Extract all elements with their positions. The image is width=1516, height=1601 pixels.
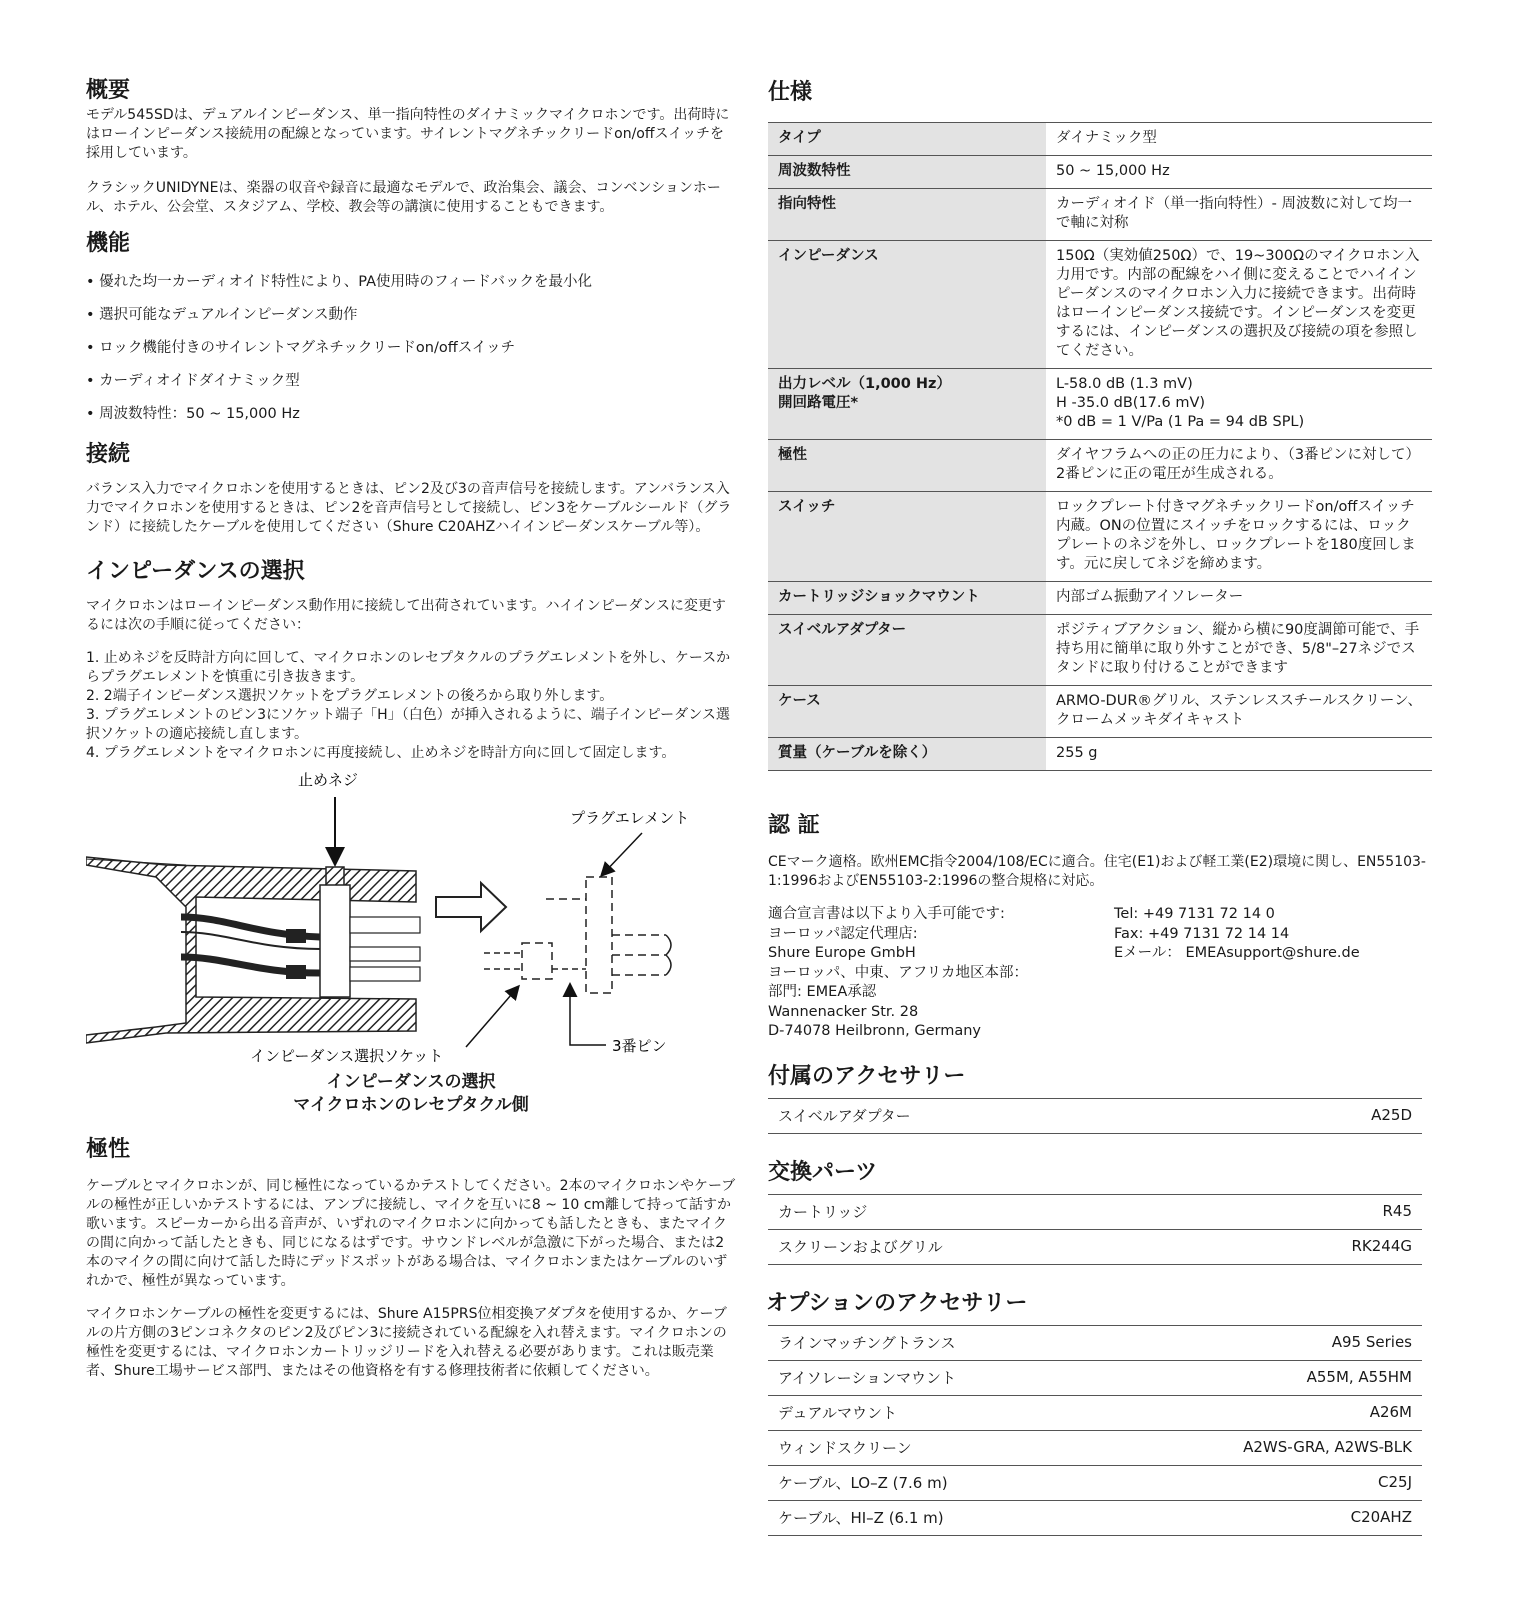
spec-value: 内部ゴム振動アイソレーター bbox=[1046, 582, 1432, 615]
impedance-step: 4. プラグエレメントをマイクロホンに再度接続し、止めネジを時計方向に回して固定します。 bbox=[86, 745, 676, 761]
feature-item: • 周波数特性：50 ~ 15,000 Hz bbox=[86, 406, 300, 422]
overview-paragraph-1: モデル545SDは、デュアルインピーダンス、単一指向特性のダイナミックマイクロホンです。出荷時にはローインピーダンス接続用の配線となっています。サイレントマグネチックリードon/offスイッチを採用しています。 bbox=[86, 107, 730, 161]
overview-heading: 概要 bbox=[86, 78, 131, 103]
part-row bbox=[768, 1194, 1422, 1229]
contact-line: ヨーロッパ認定代理店: bbox=[768, 925, 918, 942]
connection-heading: 接続 bbox=[86, 442, 131, 467]
spec-value: ポジティブアクション、縦から横に90度調節可能で、手持ち用に簡単に取り外すことができ、5/8"–27ネジでスタンドに取り付けることができます bbox=[1046, 615, 1432, 686]
label-set-screw: 止めネジ bbox=[298, 771, 359, 789]
spec-key: 周波数特性 bbox=[768, 156, 1046, 189]
plug-element-arrow bbox=[602, 833, 642, 875]
impedance-step: 2. 2端子インピーダンス選択ソケットをプラグエレメントの後ろから取り外します。 bbox=[86, 688, 614, 704]
part-row bbox=[768, 1465, 1422, 1500]
spec-value: ARMO-DUR®グリル、ステンレススチールスクリーン、クロームメッキダイキャスト bbox=[1046, 686, 1432, 738]
part-row bbox=[768, 1098, 1422, 1133]
contact-phone-email bbox=[1114, 905, 1360, 1042]
part-number: A25D bbox=[1235, 1098, 1422, 1133]
contact-tel: Tel: +49 7131 72 14 0 bbox=[1114, 906, 1275, 922]
polarity-paragraph-1: ケーブルとマイクロホンが、同じ極性になっているかテストしてください。2本のマイクロホンやケーブルの極性が正しいかテストするには、アンプに接続し、マイクを互いに8 ~ 10 cm離して持って話すか歌います。スピーカーから出る音声が、いずれのマイクロホンに向かっても話したときも、またマイクの間に向かって話したときも、同じになるはずです。サウンドレベルが急激に下がった場合、または2本のマイクの間に向けて話した時にデッドスポットがある場合は、マイクロホンまたはケーブルのいずれかで、極性が異なっています。 bbox=[86, 1178, 736, 1289]
part-number: A55M, A55HM bbox=[1103, 1360, 1422, 1395]
impedance-socket-arrow bbox=[466, 987, 518, 1047]
included-accessories-table bbox=[768, 1098, 1422, 1134]
contact-line: Wannenacker Str. 28 bbox=[768, 1003, 919, 1020]
certification-contact bbox=[768, 905, 1432, 1042]
spec-key: インピーダンス bbox=[768, 241, 1046, 369]
plug-element-shape bbox=[586, 877, 612, 993]
contact-address bbox=[768, 905, 1114, 1042]
polarity-paragraph-2: マイクロホンケーブルの極性を変更するには、Shure A15PRS位相変換アダプタを使用するか、ケーブルの片方側の3ピンコネクタのピン2及びピン3に接続されている配線を入れ替えます。マイクロホンの極性を変更するには、マイクロホンカートリッジリードを入れ替える必要があります。これは販売業者、Shure工場サービス部門、またはその他資格を有する修理技術者に依頼してください。 bbox=[86, 1306, 727, 1379]
feature-item: • ロック機能付きのサイレントマグネチックリードon/offスイッチ bbox=[86, 340, 516, 356]
part-row bbox=[768, 1500, 1422, 1535]
direction-arrow bbox=[436, 883, 506, 931]
spec-value: 50 ~ 15,000 Hz bbox=[1046, 156, 1432, 189]
overview-paragraph-2: クラシックUNIDYNEは、楽器の収音や録音に最適なモデルで、政治集会、議会、コンベンションホール、ホテル、公会堂、スタジアム、学校、教会等の講演に使用することもできます。 bbox=[86, 180, 721, 215]
part-number: C25J bbox=[1103, 1465, 1422, 1500]
spec-key: 指向特性 bbox=[768, 189, 1046, 241]
part-name: カートリッジ bbox=[768, 1194, 1223, 1229]
part-name: ラインマッチングトランス bbox=[768, 1325, 1103, 1360]
optional-accessories-table bbox=[768, 1325, 1422, 1536]
part-row bbox=[768, 1430, 1422, 1465]
label-impedance-socket: インピーダンス選択ソケット bbox=[250, 1047, 444, 1065]
connection-paragraph: バランス入力でマイクロホンを使用するときは、ピン2及び3の音声信号を接続します。アンバランス入力でマイクロホンを使用するときは、ピン2を音声信号として接続し、ピン3をケーブルシールド（グランド）に接続したケーブルを使用してください（Shure C20AHZハイインピーダンスケーブル等）。 bbox=[86, 481, 732, 535]
diagram-caption bbox=[86, 1071, 736, 1117]
polarity-heading: 極性 bbox=[86, 1137, 131, 1162]
impedance-step: 1. 止めネジを反時計方向に回して、マイクロホンのレセプタクルのプラグエレメントを外し、ケースからプラグエレメントを慎重に引き抜きます。 bbox=[86, 650, 731, 685]
part-row bbox=[768, 1395, 1422, 1430]
spec-key: スイッチ bbox=[768, 492, 1046, 582]
spec-row bbox=[768, 241, 1432, 369]
label-plug-element: プラグエレメント bbox=[570, 809, 690, 827]
spec-key-2: 開回路電圧* bbox=[778, 395, 859, 411]
part-row bbox=[768, 1325, 1422, 1360]
part-number: RK244G bbox=[1223, 1229, 1422, 1264]
label-pin-3: 3番ピン bbox=[612, 1037, 667, 1055]
contact-email: Eメール： EMEAsupport@shure.de bbox=[1114, 945, 1360, 961]
diagram-caption-line-2: マイクロホンのレセプタクル側 bbox=[293, 1095, 529, 1115]
spec-row bbox=[768, 369, 1432, 440]
contact-line: ヨーロッパ、中東、アフリカ地区本部： bbox=[768, 964, 1028, 981]
spec-row bbox=[768, 582, 1432, 615]
spec-value: ダイナミック型 bbox=[1046, 123, 1432, 156]
part-number: A2WS-GRA, A2WS-BLK bbox=[1103, 1430, 1422, 1465]
spec-row bbox=[768, 492, 1432, 582]
spec-key: タイプ bbox=[768, 123, 1046, 156]
part-name: ケーブル、HI–Z (6.1 m) bbox=[768, 1500, 1103, 1535]
impedance-steps bbox=[86, 649, 736, 763]
part-name: ウィンドスクリーン bbox=[768, 1430, 1103, 1465]
spec-row bbox=[768, 123, 1432, 156]
feature-item: • カーディオイドダイナミック型 bbox=[86, 373, 300, 389]
spec-key: カートリッジショックマウント bbox=[768, 582, 1046, 615]
part-name: ケーブル、LO–Z (7.6 m) bbox=[768, 1465, 1103, 1500]
part-number: C20AHZ bbox=[1103, 1500, 1422, 1535]
part-name: アイソレーションマウント bbox=[768, 1360, 1103, 1395]
part-name: スイベルアダプター bbox=[768, 1098, 1235, 1133]
plug-in-receptacle-shape bbox=[320, 885, 350, 997]
included-accessories-heading: 付属のアクセサリー bbox=[768, 1063, 966, 1089]
spec-value-3: *0 dB = 1 V/Pa (1 Pa = 94 dB SPL) bbox=[1056, 414, 1305, 430]
right-column bbox=[768, 78, 1432, 1536]
spec-row bbox=[768, 686, 1432, 738]
part-row bbox=[768, 1229, 1422, 1264]
part-name: デュアルマウント bbox=[768, 1395, 1103, 1430]
contact-line: Shure Europe GmbH bbox=[768, 945, 916, 961]
contact-fax: Fax: +49 7131 72 14 14 bbox=[1114, 925, 1290, 942]
specs-table bbox=[768, 122, 1432, 771]
spec-value: ダイヤフラムへの正の圧力により、（3番ピンに対して）2番ピンに正の電圧が生成される。 bbox=[1046, 440, 1432, 492]
impedance-step: 3. プラグエレメントのピン3にソケット端子「H」（白色）が挿入されるように、端子インピーダンス選択ソケットの適応接続し直します。 bbox=[86, 707, 730, 742]
optional-accessories-heading: オプションのアクセサリー bbox=[766, 1290, 1028, 1316]
specs-heading: 仕様 bbox=[768, 80, 813, 105]
part-name: スクリーンおよびグリル bbox=[768, 1229, 1223, 1264]
left-column bbox=[86, 78, 736, 1395]
part-number: A95 Series bbox=[1103, 1325, 1422, 1360]
spec-value: 255 g bbox=[1046, 738, 1432, 771]
impedance-paragraph: マイクロホンはローインピーダンス動作用に接続して出荷されています。ハイインピーダンスに変更するには次の手順に従ってください： bbox=[86, 598, 726, 633]
part-number: R45 bbox=[1223, 1194, 1422, 1229]
diagram-caption-line-1: インピーダンスの選択 bbox=[326, 1072, 496, 1092]
contact-line: 適合宣言書は以下より入手可能です: bbox=[768, 906, 1005, 922]
spec-row bbox=[768, 615, 1432, 686]
spec-key: 出力レベル（1,000 Hz） bbox=[778, 376, 951, 392]
spec-row bbox=[768, 156, 1432, 189]
contact-line: 部門: EMEA承認 bbox=[768, 984, 877, 1000]
spec-row bbox=[768, 738, 1432, 771]
spec-value: L-58.0 dB (1.3 mV) bbox=[1056, 376, 1193, 392]
spec-key: スイベルアダプター bbox=[768, 615, 1046, 686]
spec-key: 質量（ケーブルを除く） bbox=[768, 738, 1046, 771]
certification-heading: 認 証 bbox=[768, 813, 820, 838]
pin-3-arrow bbox=[570, 985, 606, 1045]
contact-line: D-74078 Heilbronn, Germany bbox=[768, 1023, 981, 1039]
impedance-heading: インピーダンスの選択 bbox=[86, 559, 305, 584]
impedance-socket-shape bbox=[522, 943, 552, 979]
certification-paragraph: CEマーク適格。欧州EMC指令2004/108/ECに適合。住宅(E1)および軽工業(E2)環境に関し、EN55103-1:1996およびEN55103-2:1996の整合規格に対応。 bbox=[768, 854, 1426, 889]
spec-value-2: H -35.0 dB(17.6 mV) bbox=[1056, 395, 1206, 411]
features-heading: 機能 bbox=[86, 231, 131, 256]
replacement-parts-heading: 交換パーツ bbox=[768, 1159, 878, 1185]
part-row bbox=[768, 1360, 1422, 1395]
spec-value: ロックプレート付きマグネチックリードon/offスイッチ内蔵。ONの位置にスイッチをロックするには、ロックプレートのネジを外し、ロックプレートを180度回します。元に戻してネジを締めます。 bbox=[1046, 492, 1432, 582]
spec-row bbox=[768, 440, 1432, 492]
replacement-parts-table bbox=[768, 1194, 1422, 1265]
feature-item: • 優れた均一カーディオイド特性により、PA使用時のフィードバックを最小化 bbox=[86, 274, 593, 290]
spec-key: 極性 bbox=[768, 440, 1046, 492]
spec-value: 150Ω（実効値250Ω）で、19~300Ωのマイクロホン入力用です。内部の配線をハイ側に変えることでハイインピーダンスのマイクロホン入力に接続できます。出荷時はローインピーダンス接続です。インピーダンスを変更するには、インピーダンスの選択及び接続の項を参照してください。 bbox=[1046, 241, 1432, 369]
feature-item: • 選択可能なデュアルインピーダンス動作 bbox=[86, 307, 358, 323]
spec-key: ケース bbox=[768, 686, 1046, 738]
spec-value: カーディオイド（単一指向特性）- 周波数に対して均一で軸に対称 bbox=[1046, 189, 1432, 241]
impedance-selection-diagram bbox=[86, 767, 736, 1067]
spec-row bbox=[768, 189, 1432, 241]
part-number: A26M bbox=[1103, 1395, 1422, 1430]
